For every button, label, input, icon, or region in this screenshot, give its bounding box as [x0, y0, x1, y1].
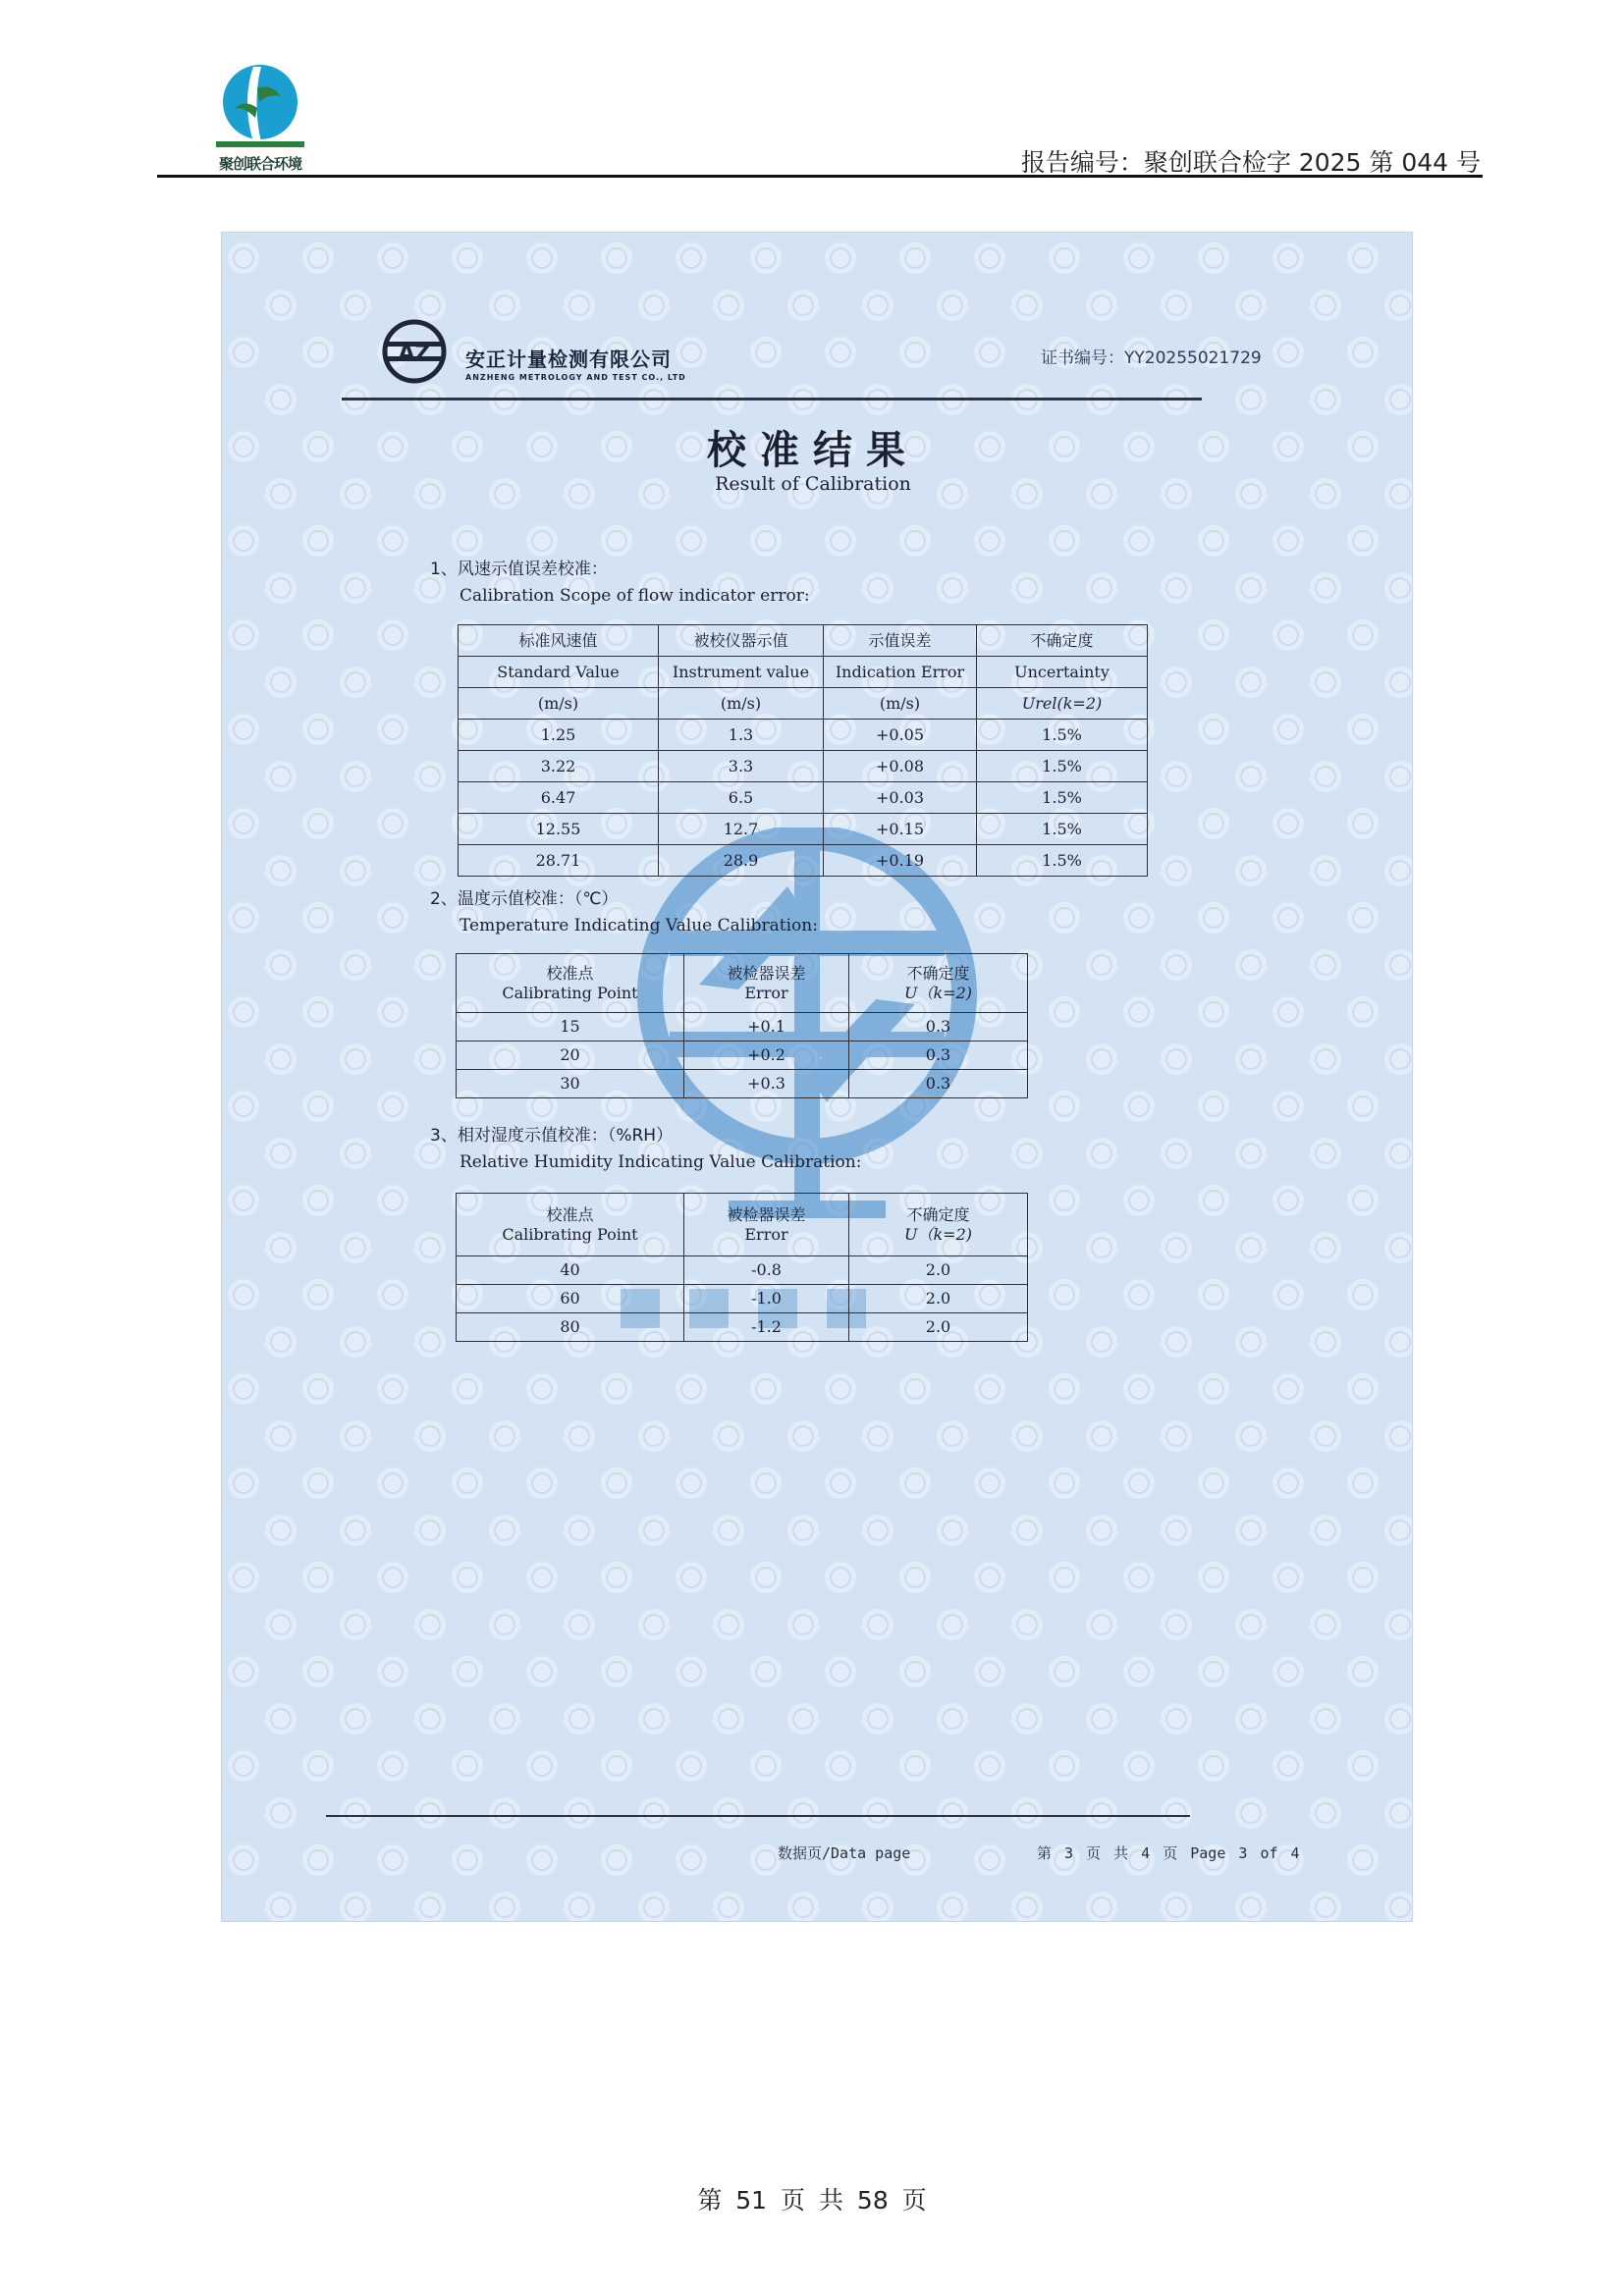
certifier-name-cn: 安正计量检测有限公司 — [465, 347, 672, 371]
table-cell: 2.0 — [849, 1313, 1028, 1342]
header-cell: Instrument value — [659, 657, 824, 688]
header-en: U（k=2) — [903, 1224, 972, 1244]
table-row — [457, 1256, 1028, 1285]
certificate-header-divider — [342, 398, 1202, 400]
unit-cell: (m/s) — [459, 688, 659, 720]
table-unit-row — [459, 688, 1148, 720]
table-cell: 1.3 — [659, 720, 824, 751]
header-en: Error — [744, 983, 788, 1002]
table-cell: +0.2 — [684, 1041, 849, 1070]
header-en: Error — [744, 1224, 788, 1244]
az-company-logo-icon — [377, 317, 452, 386]
table-row — [459, 845, 1148, 877]
table-row — [457, 1013, 1028, 1041]
table-cell: +0.1 — [684, 1013, 849, 1041]
header-cn: 不确定度 — [906, 1205, 970, 1225]
table-row — [457, 1070, 1028, 1098]
table-cell: -1.2 — [684, 1313, 849, 1342]
certificate-footer-divider — [326, 1815, 1190, 1817]
table-cell: +0.15 — [824, 814, 977, 845]
header-en: Calibrating Point — [502, 983, 638, 1002]
unit-cell: (m/s) — [659, 688, 824, 720]
header-cell: 标准风速值 — [459, 625, 659, 657]
section1-title: 1、风速示值误差校准： — [430, 560, 608, 579]
table-cell: 2.0 — [849, 1285, 1028, 1313]
table-cell: 6.47 — [459, 782, 659, 814]
header-cell — [849, 954, 1028, 1013]
table-row — [457, 1313, 1028, 1342]
header-cell: 示值误差 — [824, 625, 977, 657]
section3-subtitle: Relative Humidity Indicating Value Calibration: — [460, 1152, 862, 1172]
table-cell: 3.22 — [459, 751, 659, 782]
table-header-row — [457, 1194, 1028, 1256]
section2-title: 2、温度示值校准：（℃） — [430, 889, 619, 909]
header-cell: Standard Value — [459, 657, 659, 688]
table-row — [457, 1285, 1028, 1313]
report-page-number: 第 51 页 共 58 页 — [697, 2186, 927, 2215]
header-cell — [684, 1194, 849, 1256]
table-cell: 1.5% — [977, 782, 1148, 814]
certifier-name-en: ANZHENG METROLOGY AND TEST CO., LTD — [465, 373, 686, 382]
certificate-page-number: 第 3 页 共 4 页 Page 3 of 4 — [1037, 1844, 1300, 1862]
header-cn: 被检器误差 — [727, 964, 806, 984]
report-number: 报告编号：聚创联合检字 2025 第 044 号 — [1020, 148, 1481, 177]
temperature-table — [456, 953, 1028, 1098]
header-cell — [849, 1194, 1028, 1256]
certificate-subtitle: Result of Calibration — [715, 473, 911, 495]
table-header-row — [459, 657, 1148, 688]
logo-emblem-icon — [196, 59, 324, 153]
table-cell: +0.05 — [824, 720, 977, 751]
logo-text: 聚创联合环境 — [218, 155, 301, 173]
table-row — [459, 751, 1148, 782]
header-cell: 不确定度 — [977, 625, 1148, 657]
table-cell: 30 — [457, 1070, 684, 1098]
section3-title: 3、相对湿度示值校准：（%RH） — [430, 1126, 674, 1146]
humidity-table — [456, 1193, 1028, 1342]
table-cell: 28.71 — [459, 845, 659, 877]
unit-cell: (m/s) — [824, 688, 977, 720]
table-row — [459, 720, 1148, 751]
table-cell: 20 — [457, 1041, 684, 1070]
header-en: Calibrating Point — [502, 1224, 638, 1244]
table-cell: 0.3 — [849, 1041, 1028, 1070]
header-cn: 被检器误差 — [727, 1205, 806, 1225]
table-cell: +0.08 — [824, 751, 977, 782]
calibration-certificate-scan — [222, 233, 1412, 1921]
table-header-row — [459, 625, 1148, 657]
table-cell: 12.7 — [659, 814, 824, 845]
data-page-label: 数据页/Data page — [778, 1844, 911, 1862]
table-cell: -1.0 — [684, 1285, 849, 1313]
header-cell — [457, 954, 684, 1013]
section1-subtitle: Calibration Scope of flow indicator error: — [460, 586, 810, 606]
certificate-number: 证书编号：YY20255021729 — [1041, 348, 1262, 368]
table-row — [457, 1041, 1028, 1070]
table-cell: 80 — [457, 1313, 684, 1342]
table-cell: 3.3 — [659, 751, 824, 782]
table-cell: 1.5% — [977, 845, 1148, 877]
table-cell: 0.3 — [849, 1070, 1028, 1098]
table-cell: 1.5% — [977, 814, 1148, 845]
table-cell: 12.55 — [459, 814, 659, 845]
company-logo — [196, 59, 324, 175]
table-cell: 1.5% — [977, 720, 1148, 751]
section2-subtitle: Temperature Indicating Value Calibration: — [460, 916, 818, 935]
table-cell: 40 — [457, 1256, 684, 1285]
header-cell: Indication Error — [824, 657, 977, 688]
table-row — [459, 782, 1148, 814]
table-cell: 28.9 — [659, 845, 824, 877]
table-cell: -0.8 — [684, 1256, 849, 1285]
header-cell: Uncertainty — [977, 657, 1148, 688]
table-cell: 2.0 — [849, 1256, 1028, 1285]
table-cell: +0.3 — [684, 1070, 849, 1098]
header-cell — [457, 1194, 684, 1256]
table-cell: 6.5 — [659, 782, 824, 814]
table-header-row — [457, 954, 1028, 1013]
table-cell: 1.25 — [459, 720, 659, 751]
header-cn: 不确定度 — [906, 964, 970, 984]
table-cell: 15 — [457, 1013, 684, 1041]
header-en: U（k=2) — [903, 983, 972, 1002]
wind-speed-table — [458, 624, 1148, 877]
unit-cell: Urel(k=2) — [977, 688, 1148, 720]
table-cell: 1.5% — [977, 751, 1148, 782]
svg-text:AZ: AZ — [398, 342, 431, 366]
table-cell: +0.19 — [824, 845, 977, 877]
header-cn: 校准点 — [546, 1205, 594, 1225]
table-cell: 60 — [457, 1285, 684, 1313]
certificate-title: 校准结果 — [707, 428, 919, 473]
table-cell: 0.3 — [849, 1013, 1028, 1041]
table-row — [459, 814, 1148, 845]
header-cell — [684, 954, 849, 1013]
table-cell: +0.03 — [824, 782, 977, 814]
header-cell: 被校仪器示值 — [659, 625, 824, 657]
header-divider — [157, 175, 1483, 178]
header-cn: 校准点 — [546, 964, 594, 984]
